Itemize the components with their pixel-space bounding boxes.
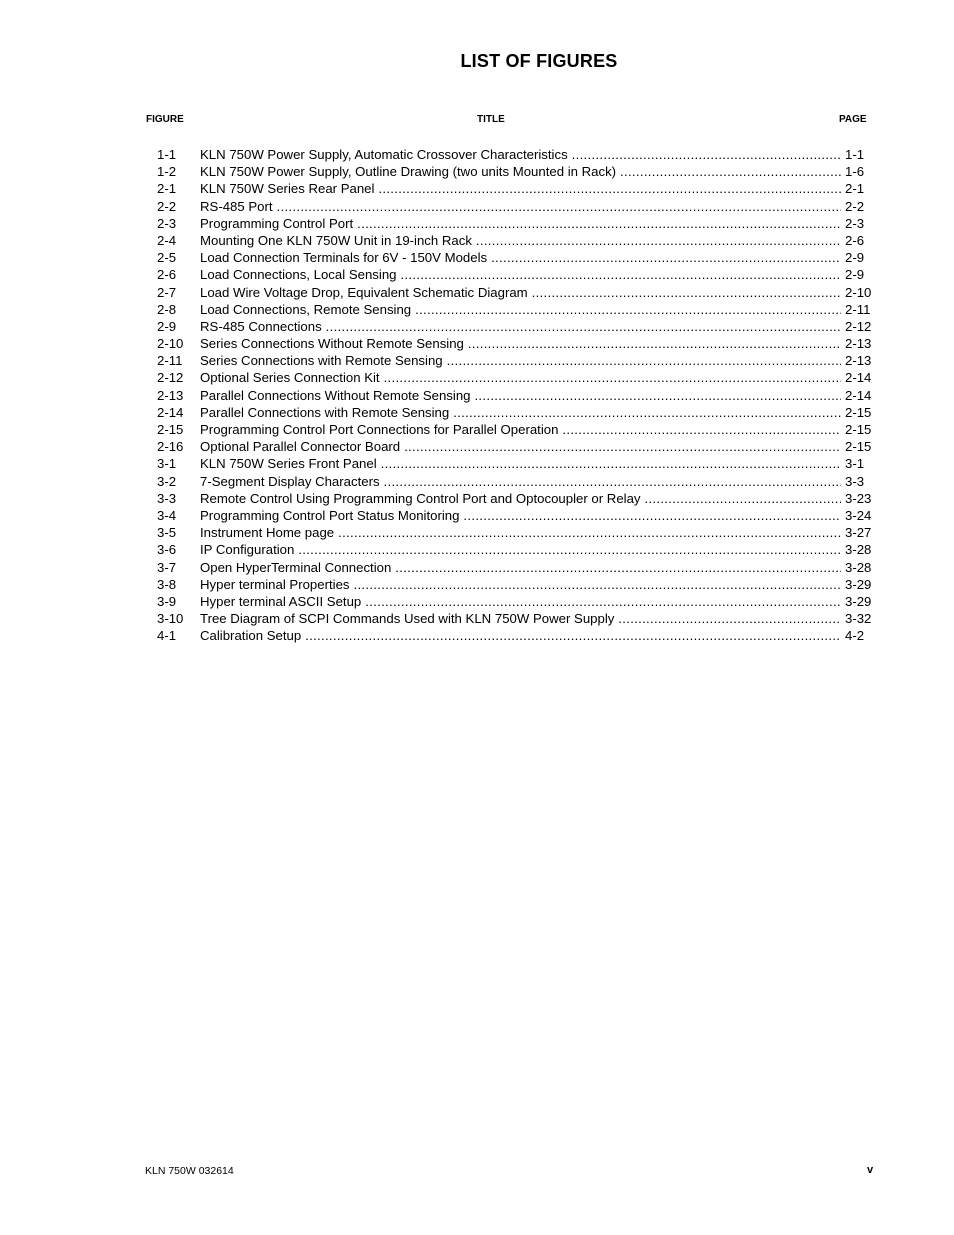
figure-page-number: 4-2 [845, 628, 865, 644]
figure-entry[interactable] [0, 541, 954, 558]
figure-number: 4-1 [157, 628, 177, 644]
figure-number: 2-15 [157, 422, 184, 437]
figure-title: KLN 750W Power Supply, Automatic Crossover Characteristics ..... [200, 146, 841, 163]
figure-number: 2-5 [157, 250, 177, 266]
figure-entry[interactable] [0, 180, 954, 197]
figure-number: 3-3 [157, 490, 177, 506]
figure-entry[interactable] [0, 387, 954, 404]
figure-page-number: 1-6 [845, 164, 865, 180]
column-header-page: PAGE [839, 114, 867, 125]
figure-page-number: 1-1 [845, 147, 865, 162]
figure-title: Tree Diagram of SCPI Commands Used with KLN 750W Power Supply ..... [200, 610, 841, 627]
figure-entry[interactable] [0, 198, 954, 215]
figure-page-number: 2-14 [845, 370, 872, 386]
figure-title: Instrument Home page ..... [200, 524, 841, 541]
figure-number: 1-2 [157, 164, 177, 180]
footer-document-id: KLN 750W 032614 [145, 1165, 234, 1177]
figure-entry[interactable] [0, 490, 954, 507]
figure-title: Load Connection Terminals for 6V - 150V Models ..... [200, 249, 841, 266]
figure-entry[interactable] [0, 301, 954, 318]
figure-title: Load Connections, Local Sensing ..... [200, 266, 841, 283]
figure-title: IP Configuration ..... [200, 541, 841, 558]
figure-title: Mounting One KLN 750W Unit in 19-inch Rack ..... [200, 232, 841, 249]
figure-number: 2-3 [157, 215, 177, 231]
figure-number: 2-13 [157, 387, 184, 403]
figure-number: 2-7 [157, 284, 177, 300]
figure-entry[interactable] [0, 249, 954, 266]
figure-title: KLN 750W Power Supply, Outline Drawing (two units Mounted in Rack) ..... [200, 163, 841, 180]
figure-title: Programming Control Port ..... [200, 215, 841, 232]
figure-page-number: 2-9 [845, 250, 865, 266]
figure-list [0, 146, 954, 644]
figure-title: Parallel Connections with Remote Sensing ..... [200, 404, 841, 421]
figure-page-number: 2-6 [845, 232, 865, 248]
figure-page-number: 3-29 [845, 576, 872, 592]
figure-title: KLN 750W Series Front Panel ..... [200, 455, 841, 472]
figure-number: 2-14 [157, 404, 184, 420]
figure-page-number: 2-14 [845, 387, 872, 403]
figure-title: 7-Segment Display Characters ..... [200, 473, 841, 490]
figure-title: Hyper terminal ASCII Setup ..... [200, 593, 841, 610]
figure-title: RS-485 Connections ..... [200, 318, 841, 335]
figure-number: 3-9 [157, 593, 177, 609]
figure-page-number: 3-1 [845, 456, 865, 472]
figure-number: 3-8 [157, 576, 177, 592]
figure-number: 3-6 [157, 542, 177, 558]
figure-number: 2-8 [157, 301, 177, 317]
page-title: LIST OF FIGURES [460, 51, 618, 71]
figure-entry[interactable] [0, 215, 954, 232]
footer-page-number: v [867, 1164, 874, 1176]
figure-entry[interactable] [0, 524, 954, 541]
figure-page-number: 2-13 [845, 353, 872, 369]
figure-number: 3-1 [157, 456, 177, 472]
figure-page-number: 2-10 [845, 284, 872, 300]
figure-number: 2-6 [157, 267, 177, 283]
figure-entry[interactable] [0, 335, 954, 352]
figure-number: 2-1 [157, 181, 177, 197]
figure-title: Programming Control Port Status Monitoring ..... [200, 507, 841, 524]
figure-page-number: 2-13 [845, 336, 872, 352]
figure-title: Series Connections with Remote Sensing ..... [200, 352, 841, 369]
figure-title: Optional Series Connection Kit ..... [200, 369, 841, 386]
figure-title: Programming Control Port Connections for Parallel Operation ..... [200, 421, 841, 438]
figure-entry[interactable] [0, 610, 954, 627]
figure-entry[interactable] [0, 163, 954, 180]
figure-number: 2-4 [157, 232, 177, 248]
figure-page-number: 2-15 [845, 439, 872, 455]
figure-page-number: 2-1 [845, 181, 865, 197]
figure-page-number: 3-32 [845, 611, 872, 627]
figure-entry[interactable] [0, 352, 954, 369]
figure-title: Remote Control Using Programming Control Port and Optocoupler or Relay ..... [200, 490, 841, 507]
figure-entry[interactable] [0, 146, 954, 163]
figure-page-number: 3-3 [845, 473, 865, 489]
figure-number: 3-5 [157, 525, 177, 541]
figure-number: 2-10 [157, 336, 184, 352]
figure-entry[interactable] [0, 438, 954, 455]
figure-entry[interactable] [0, 284, 954, 301]
figure-title: Open HyperTerminal Connection ..... [200, 559, 841, 576]
figure-title: Load Wire Voltage Drop, Equivalent Schematic Diagram ..... [200, 284, 841, 301]
figure-number: 3-4 [157, 507, 177, 523]
figure-entry[interactable] [0, 404, 954, 421]
figure-entry[interactable] [0, 266, 954, 283]
figure-title: Calibration Setup ..... [200, 627, 841, 644]
figure-page-number: 3-27 [845, 525, 872, 541]
figure-page-number: 2-2 [845, 198, 865, 214]
figure-page-number: 2-9 [845, 267, 865, 283]
figure-entry[interactable] [0, 455, 954, 472]
figure-title: Series Connections Without Remote Sensing ..... [200, 335, 841, 352]
figure-page-number: 2-3 [845, 215, 865, 231]
figure-number: 2-9 [157, 318, 177, 334]
column-header-title: TITLE [477, 114, 505, 125]
column-header-figure: FIGURE [146, 114, 184, 125]
figure-title: Load Connections, Remote Sensing ..... [200, 301, 841, 318]
figure-page-number: 3-24 [845, 507, 872, 523]
figure-page-number: 2-15 [845, 422, 872, 437]
figure-page-number: 3-28 [845, 542, 872, 558]
figure-entry[interactable] [0, 627, 954, 644]
figure-page-number: 2-11 [845, 301, 871, 317]
figure-page-number: 3-28 [845, 559, 872, 575]
figure-title: RS-485 Port ..... [200, 198, 841, 215]
figure-page-number: 3-23 [845, 490, 872, 506]
figure-entry[interactable] [0, 421, 954, 438]
figure-entry[interactable] [0, 318, 954, 335]
figure-title: Optional Parallel Connector Board ..... [200, 438, 841, 455]
figure-page-number: 2-15 [845, 404, 872, 420]
figure-number: 3-10 [157, 611, 184, 627]
figure-entry[interactable] [0, 576, 954, 593]
figure-entry[interactable] [0, 507, 954, 524]
figure-entry[interactable] [0, 593, 954, 610]
figure-page-number: 2-12 [845, 318, 872, 334]
figure-number: 3-7 [157, 559, 177, 575]
figure-entry[interactable] [0, 369, 954, 386]
figure-number: 2-2 [157, 198, 177, 214]
figure-number: 2-11 [157, 353, 183, 369]
figure-entry[interactable] [0, 559, 954, 576]
figure-title: Parallel Connections Without Remote Sensing ..... [200, 387, 841, 404]
figure-number: 2-12 [157, 370, 184, 386]
figure-page-number: 3-29 [845, 593, 872, 609]
figure-number: 3-2 [157, 473, 177, 489]
figure-title: Hyper terminal Properties ..... [200, 576, 841, 593]
figure-entry[interactable] [0, 232, 954, 249]
figure-number: 1-1 [157, 147, 177, 162]
figure-number: 2-16 [157, 439, 184, 455]
figure-entry[interactable] [0, 473, 954, 490]
figure-title: KLN 750W Series Rear Panel ..... [200, 180, 841, 197]
